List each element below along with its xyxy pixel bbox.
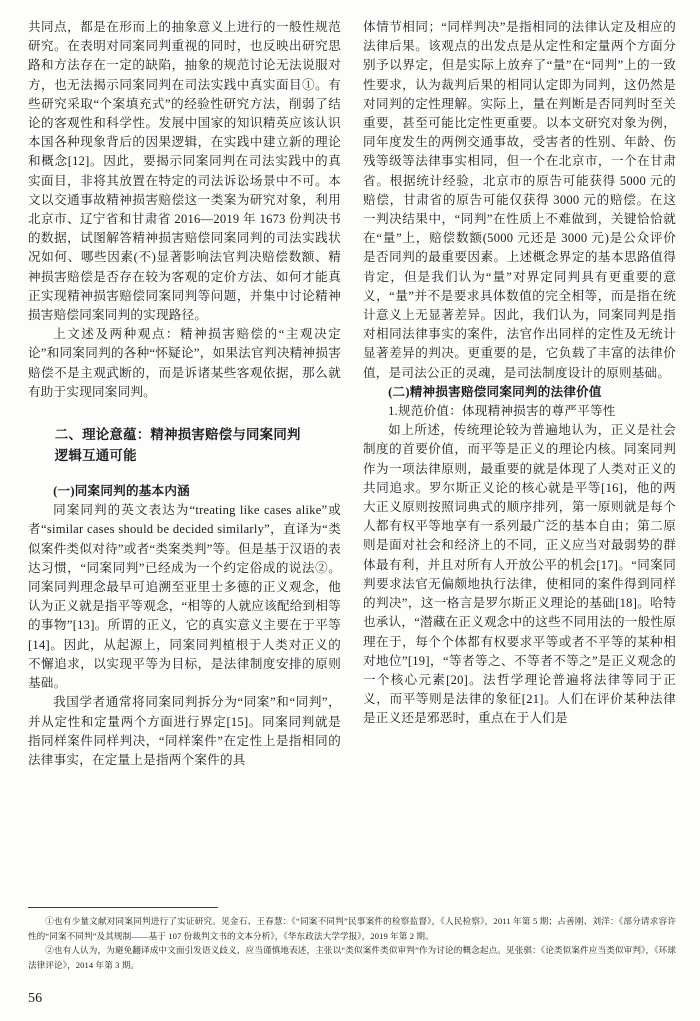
paragraph-two-views: 上文述及两种观点：精神损害赔偿的“主观决定论”和同案同判的各种“怀疑论”，如果法官判决精神损害赔偿不是主观武断的，而是诉诸某些客观依据，那么就有助于实现同案同判。 bbox=[28, 327, 341, 399]
section-heading-line1: 二、理论意蕴：精神损害赔偿与同案同判 bbox=[54, 427, 301, 443]
paragraph-continued-right: 体情节相同；“同样判决”是指相同的法律认定及相应的法律后果。该观点的出发点是从定性和定量两个方面分别予以界定，但是实际上放弃了“量”在“同判”上的一致性要求，认为裁判后果的相同认定即为同判，这仍然是对同判的定性理解。实际上，量在判断是否同判时至关重要，甚至可能比定性更重要。以本文研究对象为例，同年度发生的两例交通事故，受害者的性别、年龄、伤残等级等法律事实相同，但一个在北京市，一个在甘肃省。根据统计经验，北京市的原告可能获得 5000 元的赔偿，甘肃省的原告可能仅获得 3000 元的赔偿。在这一判决结果中，“同判”在性质上不难做到，关键恰恰就在“量”上，赔偿数额(5000 元还是 3000 元)是公众评价是否同判的最重要因素。上述概念界定的基本思路值得肯定，但是我们认为“量”对界定同判具有更重要的意义，“量”并不是要求具体数值的完全相等，而是指在统计意义上无显著差异。因此，我们认为，同案同判是指对相同法律事实的案件，法官作出同样的定性及无统计显著差异的判决。更重要的是，它负载了丰富的法律价值，是司法公正的灵魂，是司法制度设计的原则基础。 bbox=[363, 20, 676, 380]
paragraph-chinese-scholars: 我国学者通常将同案同判拆分为“同案”和“同判”，并从定性和定量两个方面进行界定[15]。同案同判就是指同样案件同样判决，“同样案件”在定性上是指相同的法律事实，在定量上是指两个案件的具 bbox=[28, 695, 341, 767]
paragraph-continued-left: 共同点，都是在形而上的抽象意义上进行的一般性规范研究。在表明对同案同判重视的同时，也反映出研究思路和方法存在一定的缺陷，抽象的规范讨论无法说服对方，也无法揭示同案同判在司法实践中真实面目①。有些研究采取“个案填充式”的经验性研究方法，削弱了结论的客观性和科学性。发展中国家的知识精英应该认识本国各种现象背后的因果逻辑，在实践中建立新的理论和概念[12]。因此，要揭示同案同判在司法实践中的真实面目，非将其放置在特定的司法诉讼场景中不可。本文以交通事故精神损害赔偿这一类案为研究对象，利用北京市、辽宁省和甘肃省 2016—2019 年 1673 份判决书的数据，试图解答精神损害赔偿同案同判的司法实践状况如何、哪些因素(不)显著影响法官判决赔偿数额、精神损害赔偿是否存在较为客观的定价方法、如何才能真正实现精神损害赔偿同案同判等问题，并集中讨论精神损害赔偿同案同判的实现路径。 bbox=[28, 20, 341, 323]
spacer bbox=[28, 402, 341, 424]
spacer bbox=[28, 466, 341, 482]
footnotes-block bbox=[28, 914, 676, 972]
left-column bbox=[28, 18, 341, 898]
subsection-heading-right: (二)精神损害赔偿同案同判的法律价值 bbox=[388, 384, 602, 399]
subsection-heading-left: (一)同案同判的基本内涵 bbox=[53, 484, 190, 499]
paragraph-rawls-justice: 如上所述，传统理论较为普遍地认为，正义是社会制度的首要价值，而平等是正义的理论内核。同案同判作为一项法律原则，最重要的就是体现了人类对正义的共同追求。罗尔斯正义论的核心就是平等[16]，他的两大正义原则按照词典式的顺序排列，第一原则就是每个人都有权平等地享有一系列最广泛的基本自由；第二原则是面对社会和经济上的不同，正义应当对最弱势的群体最有利，并且对所有人开放公平的机会[17]。“同案同判要求法官无偏颇地执行法律，使相同的案件得到同样的判决”，这一格言是罗尔斯正义理论的基础[18]。哈特也承认，“潜藏在正义观念中的这些不同用法的一般性原理在于，每个个体都有权要求平等或者不平等的某种相对地位”[19]，“等者等之、不等者不等之”是正义观念的一个核心元素[20]。法哲学理论普遍将法律等同于正义，而平等则是法律的象征[21]。人们在评价某种法律是正义还是邪恶时，重点在于人们是 bbox=[363, 423, 676, 726]
minor-heading-normative-value: 1.规范价值：体现精神损害的尊严平等性 bbox=[388, 404, 616, 419]
two-column-body bbox=[28, 18, 676, 898]
footnote-item-2: ②也有人认为，为避免翻译成中文面引发语义歧义，应当谨慎地表述，主张以“类似案件类似审判”作为讨论的概念起点。见张骐：《论类似案件应当类似审判》，《环球法律评论》，2014 年第 3 期。 bbox=[28, 945, 676, 970]
page-number: 56 bbox=[28, 991, 43, 1006]
right-column bbox=[363, 18, 676, 898]
footnote-separator-rule bbox=[28, 907, 218, 908]
footnote-item-1: ①也有少量文献对同案同判进行了实证研究。见金石、王春慧：《“同案不同判”民事案件的检察监督》，《人民检察》，2011 年第 5 期；占善刚、刘洋：《部分请求容许性的“同案不同判”及其规制——基于 107 份裁判文书的文本分析》，《华东政法大学学报》，2019 年第 2 期。 bbox=[28, 916, 676, 941]
section-heading-line2: 逻辑互通可能 bbox=[54, 448, 137, 464]
paragraph-english-expression: 同案同判的英文表达为“treating like cases alike”或者“similar cases should be decided similarly”，直译为“类似案件类似对待”或者“类案类判”等。但是基于汉语的表达习惯，“同案同判”已经成为一个约定俗成的说法②。同案同判理念最早可追溯至亚里士多德的正义观念，他认为正义就是指平等观念，“相等的人就应该配给到相等的事物”[13]。所谓的正义，它的真实意义主要在于平等[14]。因此，从起源上，同案同判植根于人类对正义的不懈追求，以实现平等为目标，是法律制度安排的原则基础。 bbox=[28, 503, 341, 691]
